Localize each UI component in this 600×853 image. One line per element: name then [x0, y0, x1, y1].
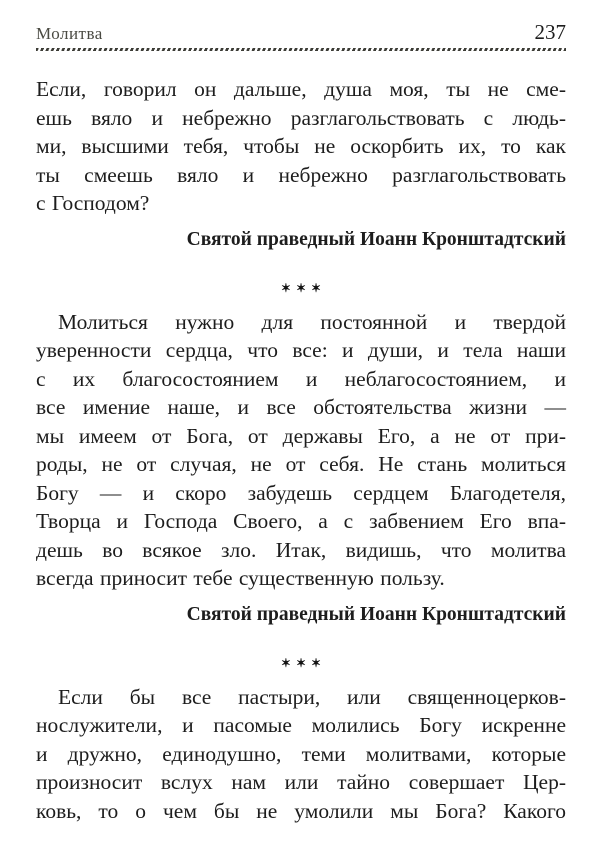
text-line: все имение наше, и все обстоятельства жизни — [36, 395, 566, 419]
text-line: уверенности сердца, что все: и души, и тела наши [36, 338, 566, 362]
section-separator: ✶✶✶ [280, 280, 327, 295]
text-line: Если, говорил он дальше, душа моя, ты не сме- [36, 77, 566, 101]
text-line: Творца и Господа Своего, а с забвением Его впа- [36, 509, 566, 533]
text-line: дешь во всякое зло. Итак, видишь, что молитва [36, 537, 566, 562]
attribution: Святой праведный Иоанн Кронштадтский [186, 228, 566, 250]
paragraph [36, 75, 566, 218]
text-line: и дружно, единодушно, теми молитвами, которые [36, 741, 566, 766]
text-line: ешь вяло и небрежно разглагольствовать с людь- [36, 105, 566, 130]
attribution: Святой праведный Иоанн Кронштадтский [186, 603, 566, 625]
section-separator: ✶✶✶ [280, 655, 327, 670]
text-line: Если бы все пастыри, или священноцерков- [58, 684, 566, 709]
text-line: ковь, то о чем бы не умолили мы Бога? Какого [36, 798, 566, 823]
page-header [36, 20, 566, 44]
text-line: роды, не от случая, не от себя. Не стань молиться [36, 452, 566, 476]
paragraph [36, 308, 566, 593]
page-text [36, 75, 566, 825]
text-line: ми, высшими тебя, чтобы не оскорбить их, то как [36, 134, 566, 158]
text-line: с Господом? [36, 191, 150, 215]
paragraph [36, 683, 566, 826]
text-line: ты смеешь вяло и небрежно разглагольствовать [36, 162, 566, 187]
text-line: произносит вслух нам или тайно совершает Цер- [36, 770, 566, 794]
text-line: Богу — и скоро забудешь сердцем Благодетеля, [36, 480, 566, 505]
page-number: 237 [534, 20, 566, 44]
header-divider-rule [36, 48, 566, 51]
text-line: мы имеем от Бога, от державы Его, а не от при- [36, 423, 566, 448]
text-line: Молиться нужно для постоянной и твердой [58, 309, 566, 334]
text-line: всегда приносит тебе существенную пользу. [36, 566, 445, 590]
text-line: нослужители, и пасомые молились Богу искренне [36, 713, 566, 737]
running-title: Молитва [36, 24, 103, 43]
text-line: с их благосостоянием и неблагосостоянием, и [36, 366, 566, 391]
